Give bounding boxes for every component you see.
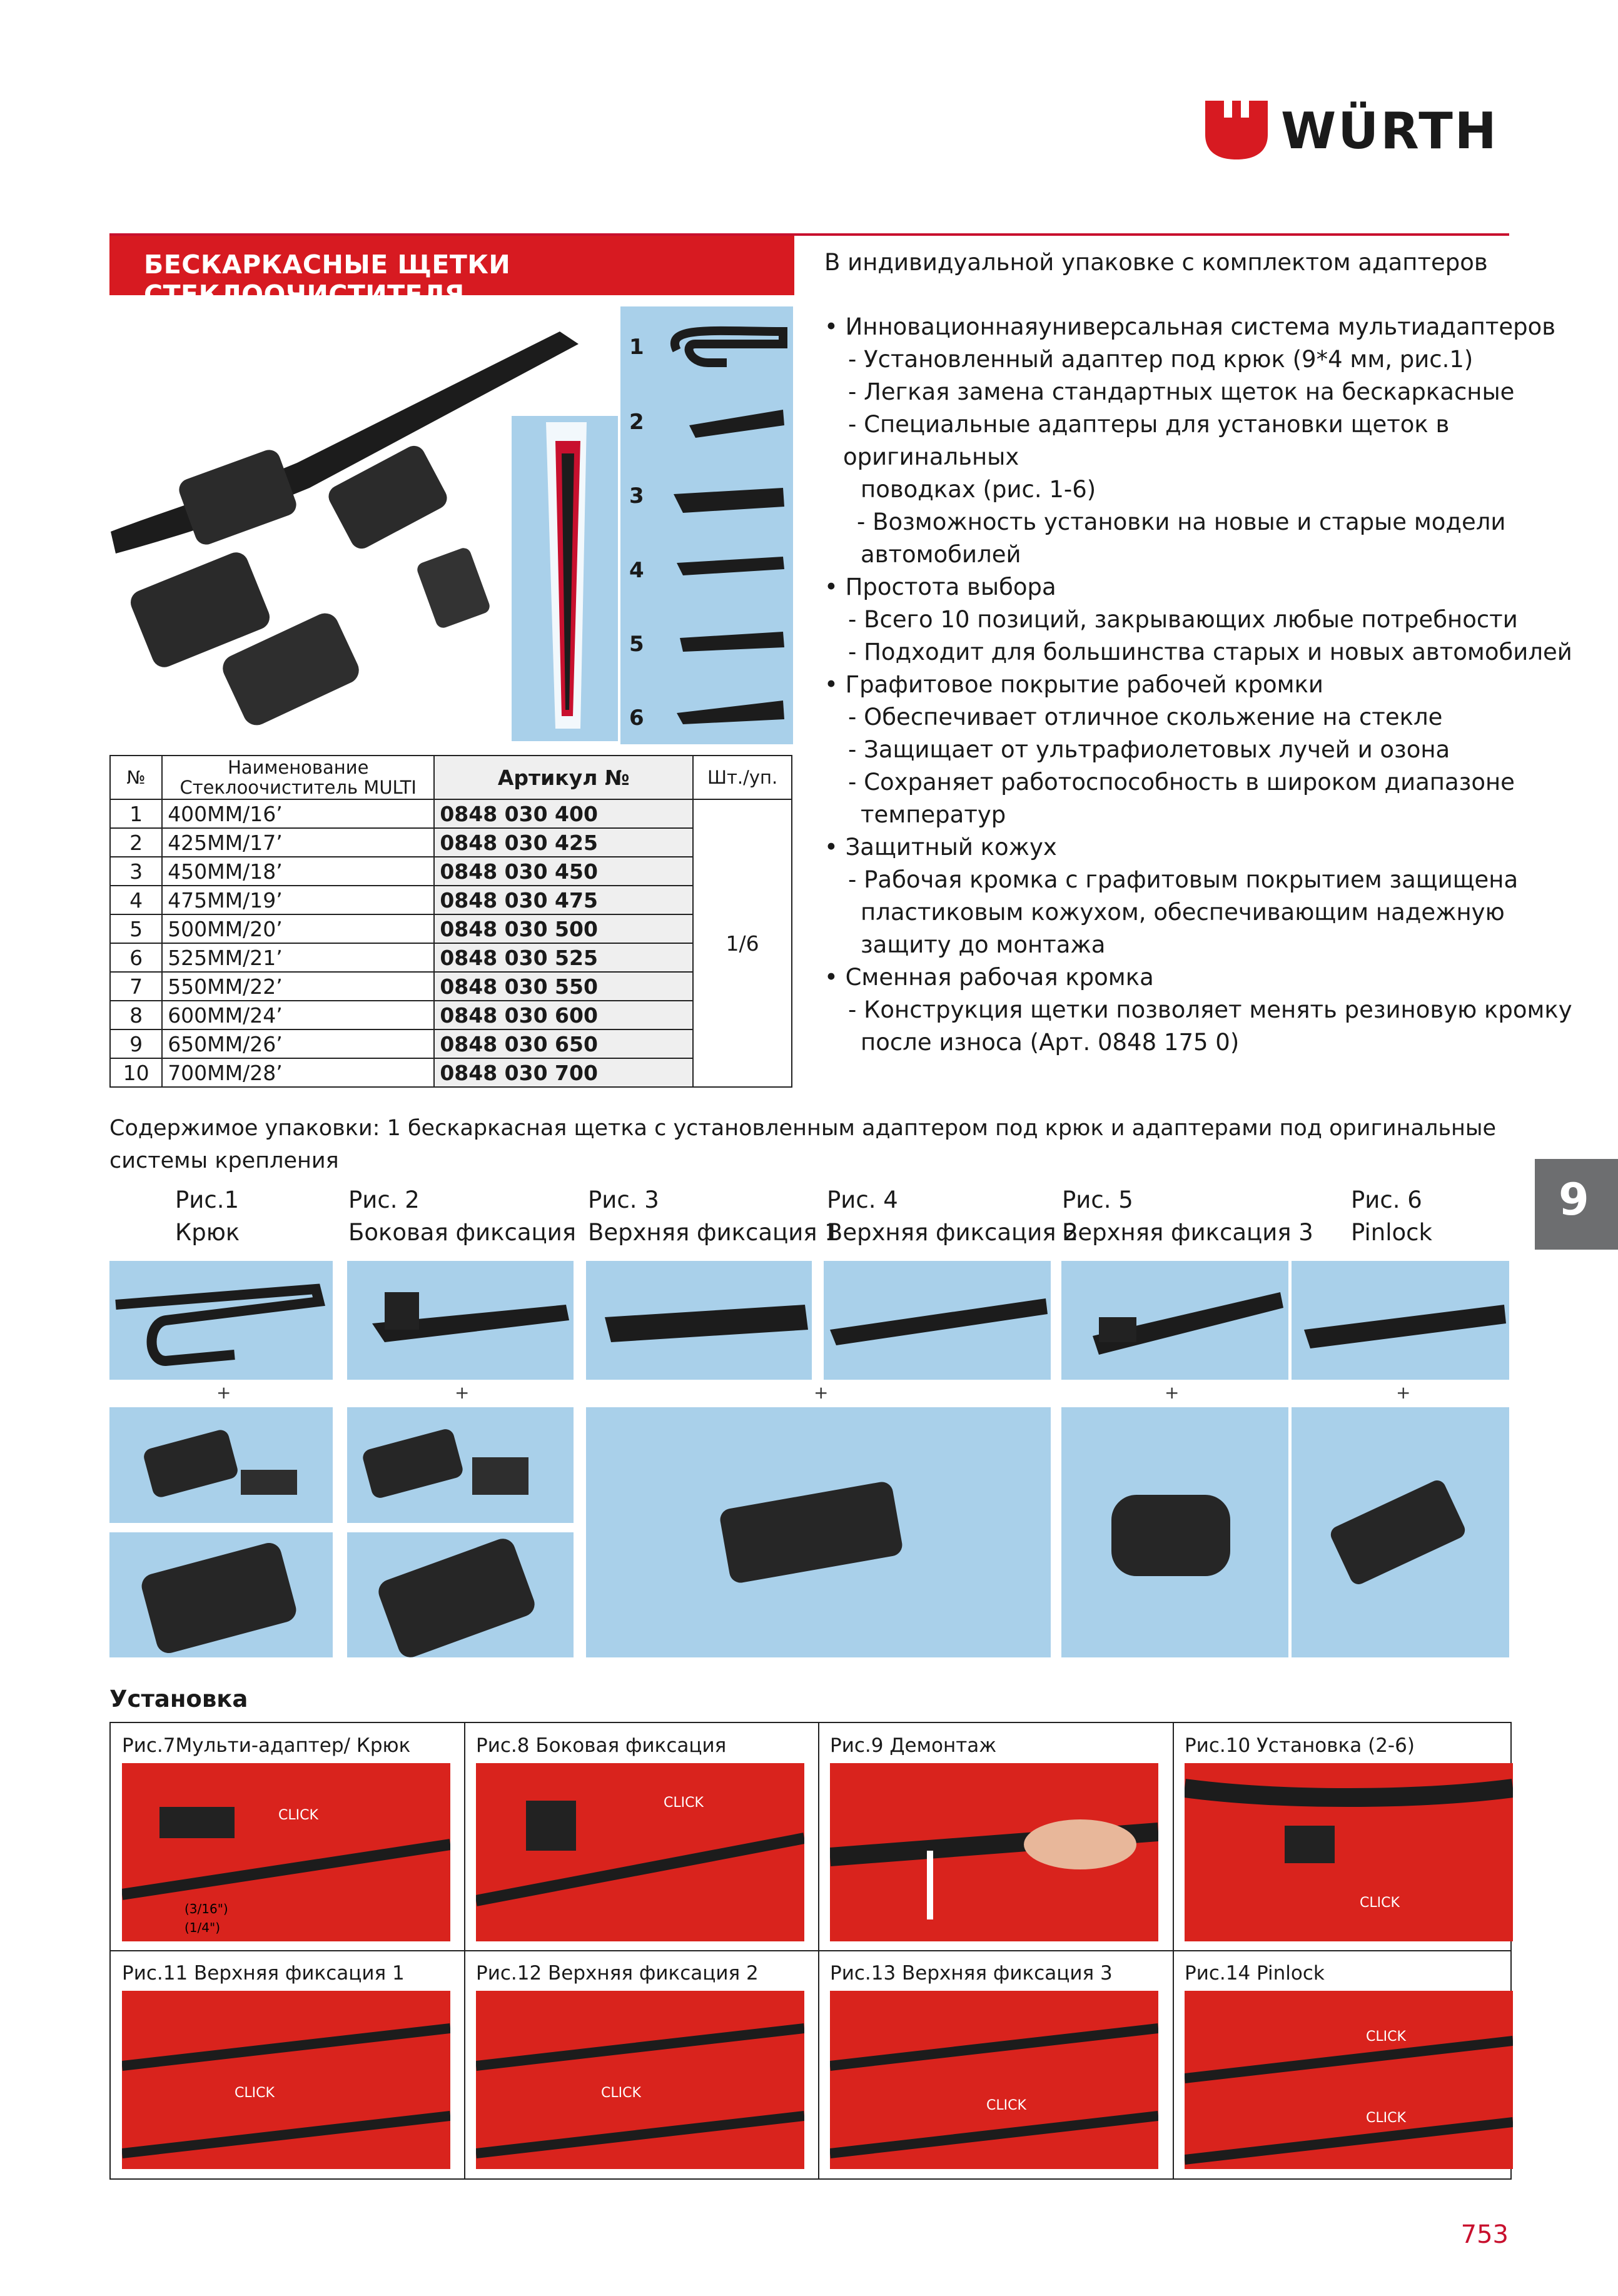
feature-item: - Конструкция щетки позволяет менять резиновую кромку <box>848 996 1572 1023</box>
cell-no: 2 <box>110 828 162 857</box>
install-cell-12 <box>465 1951 818 2178</box>
cell-no: 9 <box>110 1029 162 1058</box>
feature-item: - Рабочая кромка с графитовым покрытием защищена <box>848 866 1519 893</box>
package-contents: Содержимое упаковки: 1 бескаркасная щетка с установленным адаптером под крюк и адаптерами под оригинальные системы крепления <box>109 1116 1496 1173</box>
figure-label: Рис. 3 <box>588 1186 659 1213</box>
figure-label: Рис. 5 <box>1062 1186 1133 1213</box>
install-illustration <box>830 1991 1158 2169</box>
install-cell-11 <box>111 1951 464 2178</box>
cell-article: 0848 030 525 <box>434 943 693 972</box>
section-title-band <box>109 236 794 310</box>
cell-name: 450MM/18’ <box>162 857 434 886</box>
table-row <box>110 857 792 886</box>
fig2-adapter-photo <box>347 1407 574 1523</box>
install-cell-title: Рис.10 Установка (2-6) <box>1185 1734 1415 1757</box>
figure-name: Верхняя фиксация 1 <box>588 1219 839 1246</box>
cell-article: 0848 030 400 <box>434 799 693 828</box>
fig1-hook-photo <box>109 1261 333 1380</box>
col-header-name <box>162 756 434 799</box>
install-cell-title: Рис.8 Боковая фиксация <box>476 1734 727 1757</box>
feature-item: • Сменная рабочая кромка <box>824 964 1154 991</box>
cell-no: 1 <box>110 799 162 828</box>
fig5-adapter-photo <box>1061 1407 1288 1657</box>
cell-article: 0848 030 650 <box>434 1029 693 1058</box>
brand-name: WÜRTH <box>1281 102 1499 160</box>
figure-name: Верхняя фиксация 2 <box>827 1219 1078 1246</box>
plus-sign: + <box>1396 1382 1411 1403</box>
fig1-adapter-mounted-photo <box>109 1532 333 1657</box>
adapter-type-strip <box>620 306 793 744</box>
feature-item: • Простота выбора <box>824 574 1056 600</box>
install-grid <box>109 1722 1512 2180</box>
install-illustration <box>1185 1763 1513 1941</box>
col-header-article: Артикул № <box>434 756 693 799</box>
feature-item: - Возможность установки на новые и старые модели <box>857 508 1506 535</box>
dim-callout-2: (1/4") <box>185 1920 220 1935</box>
feature-item: - Обеспечивает отличное скольжение на стекле <box>848 704 1443 731</box>
table-row <box>110 914 792 943</box>
install-cell-title: Рис.14 Pinlock <box>1185 1962 1325 1985</box>
table-row <box>110 886 792 914</box>
install-illustration <box>476 1991 804 2169</box>
figure-name: Боковая фиксация <box>348 1219 577 1246</box>
fig1-adapter-photo <box>109 1407 333 1523</box>
fig3-top-lock-1-photo <box>586 1261 812 1380</box>
strip-label-5: 5 <box>629 632 644 657</box>
feature-item: - Подходит для большинства старых и новых автомобилей <box>848 639 1572 665</box>
cell-qty: 1/6 <box>693 799 792 1087</box>
feature-item: пластиковым кожухом, обеспечивающим надежную <box>861 899 1505 926</box>
wiper-package-photo <box>512 416 618 741</box>
page-number: 753 <box>1460 2220 1509 2249</box>
table-header-row <box>110 756 792 799</box>
cell-article: 0848 030 700 <box>434 1058 693 1087</box>
dim-callout-1: (3/16") <box>185 1901 228 1916</box>
wurth-logo-mark-icon <box>1202 96 1271 164</box>
feature-item: - Специальные адаптеры для установки щеток в <box>848 411 1450 438</box>
cell-name: 500MM/20’ <box>162 914 434 943</box>
figure-label: Рис. 2 <box>348 1186 420 1213</box>
feature-item: автомобилей <box>861 541 1021 568</box>
click-callout: CLICK <box>235 2085 275 2101</box>
col-header-name-line1: Наименование <box>228 757 369 778</box>
install-cell-7 <box>111 1723 464 1951</box>
plus-sign: + <box>1165 1382 1180 1403</box>
product-table <box>109 755 792 1088</box>
figure-name: Верхняя фиксация 3 <box>1062 1219 1313 1246</box>
click-callout: CLICK <box>601 2085 641 2101</box>
feature-item: температур <box>861 801 1006 828</box>
install-cell-title: Рис.11 Верхняя фиксация 1 <box>122 1962 405 1985</box>
fig4-top-lock-2-photo <box>824 1261 1051 1380</box>
figure-label: Рис. 6 <box>1351 1186 1422 1213</box>
feature-item: - Всего 10 позиций, закрывающих любые потребности <box>848 606 1518 633</box>
cell-article: 0848 030 475 <box>434 886 693 914</box>
install-cell-title: Рис.9 Демонтаж <box>830 1734 997 1757</box>
plus-sign: + <box>455 1382 470 1403</box>
install-illustration <box>476 1763 804 1941</box>
feature-item: • Защитный кожух <box>824 834 1057 861</box>
install-illustration <box>122 1991 450 2169</box>
install-cell-8 <box>465 1723 818 1951</box>
install-cell-13 <box>819 1951 1172 2178</box>
figure-label: Рис.1 <box>175 1186 240 1213</box>
cell-no: 10 <box>110 1058 162 1087</box>
feature-item: защиту до монтажа <box>861 931 1106 958</box>
table-row <box>110 828 792 857</box>
cell-no: 8 <box>110 1001 162 1029</box>
cell-name: 550MM/22’ <box>162 972 434 1001</box>
cell-article: 0848 030 550 <box>434 972 693 1001</box>
feature-item: • Графитовое покрытие рабочей кромки <box>824 671 1323 698</box>
fig6-adapter-photo <box>1292 1407 1509 1657</box>
section-title: БЕСКАРКАСНЫЕ ЩЕТКИ СТЕКЛООЧИСТИТЕЛЯ <box>144 250 511 310</box>
cell-article: 0848 030 425 <box>434 828 693 857</box>
install-cell-title: Рис.7Мульти-адаптер/ Крюк <box>122 1734 411 1757</box>
cell-article: 0848 030 600 <box>434 1001 693 1029</box>
feature-item: оригинальных <box>843 443 1019 470</box>
install-cell-9 <box>819 1723 1172 1951</box>
strip-label-6: 6 <box>629 705 644 731</box>
plus-sign: + <box>814 1382 829 1403</box>
cell-no: 5 <box>110 914 162 943</box>
click-callout: CLICK <box>664 1795 704 1811</box>
cell-article: 0848 030 450 <box>434 857 693 886</box>
figure-caption-6 <box>1351 1184 1432 1249</box>
table-row <box>110 1001 792 1029</box>
fig2-adapter-mounted-photo <box>347 1532 574 1657</box>
section-tab-number: 9 <box>1559 1174 1589 1225</box>
install-cell-14 <box>1173 1951 1527 2178</box>
figure-name: Pinlock <box>1351 1219 1432 1246</box>
fig2-side-lock-photo <box>347 1261 574 1380</box>
click-callout: CLICK <box>1360 1895 1400 1911</box>
plus-sign: + <box>216 1382 231 1403</box>
feature-item: - Сохраняет работоспособность в широком диапазоне <box>848 769 1515 796</box>
col-header-name-line2: Стеклоочиститель MULTI <box>179 777 417 798</box>
feature-item: - Легкая замена стандартных щеток на бескаркасные <box>848 378 1515 405</box>
fig3-4-adapter-photo <box>586 1407 1051 1657</box>
cell-name: 400MM/16’ <box>162 799 434 828</box>
figure-caption-3 <box>588 1184 839 1249</box>
cell-no: 7 <box>110 972 162 1001</box>
feature-list <box>824 311 1572 1059</box>
table-row <box>110 1029 792 1058</box>
cell-name: 525MM/21’ <box>162 943 434 972</box>
cell-article: 0848 030 500 <box>434 914 693 943</box>
figure-caption-1 <box>175 1184 240 1249</box>
cell-no: 4 <box>110 886 162 914</box>
click-callout: CLICK <box>986 2098 1026 2113</box>
install-cell-10 <box>1173 1723 1527 1951</box>
col-header-no: № <box>110 756 162 799</box>
cell-no: 6 <box>110 943 162 972</box>
strip-label-4: 4 <box>629 558 644 583</box>
install-illustration <box>1185 1991 1513 2169</box>
fig5-top-lock-3-photo <box>1061 1261 1288 1380</box>
strip-label-2: 2 <box>629 410 644 435</box>
install-illustration <box>830 1763 1158 1941</box>
click-callout: CLICK <box>278 1808 318 1823</box>
strip-label-3: 3 <box>629 483 644 508</box>
feature-item: поводках (рис. 1-6) <box>861 476 1096 503</box>
cell-no: 3 <box>110 857 162 886</box>
table-row <box>110 972 792 1001</box>
feature-item: - Защищает от ультрафиолетовых лучей и озона <box>848 736 1450 763</box>
install-illustration <box>122 1763 450 1941</box>
figure-caption-2 <box>348 1184 576 1249</box>
figure-label: Рис. 4 <box>827 1186 898 1213</box>
strip-label-1: 1 <box>629 335 644 360</box>
cell-name: 700MM/28’ <box>162 1058 434 1087</box>
cell-name: 650MM/26’ <box>162 1029 434 1058</box>
figure-name: Крюк <box>175 1219 240 1246</box>
install-title: Установка <box>109 1686 248 1712</box>
feature-item: после износа (Арт. 0848 175 0) <box>861 1029 1240 1056</box>
feature-item: • Инновационнаяуниверсальная система мультиадаптеров <box>824 313 1556 340</box>
section-tab <box>1535 1159 1618 1250</box>
wurth-logo <box>1202 96 1515 164</box>
install-cell-title: Рис.13 Верхняя фиксация 3 <box>830 1962 1113 1985</box>
fig6-pinlock-photo <box>1292 1261 1509 1380</box>
click-callout: CLICK <box>1366 2110 1406 2126</box>
install-cell-title: Рис.12 Верхняя фиксация 2 <box>476 1962 759 1985</box>
click-callout: CLICK <box>1366 2029 1406 2045</box>
col-header-qty: Шт./уп. <box>693 756 792 799</box>
cell-name: 475MM/19’ <box>162 886 434 914</box>
figure-caption-4 <box>827 1184 1078 1249</box>
table-row <box>110 943 792 972</box>
adapter-strip-photos <box>620 306 793 744</box>
table-row <box>110 1058 792 1087</box>
figure-caption-5 <box>1062 1184 1313 1249</box>
feature-item: - Установленный адаптер под крюк (9*4 мм, рис.1) <box>848 346 1474 373</box>
cell-name: 600MM/24’ <box>162 1001 434 1029</box>
section-intro: В индивидуальной упаковке с комплектом адаптеров <box>824 249 1488 276</box>
table-row <box>110 799 792 828</box>
cell-name: 425MM/17’ <box>162 828 434 857</box>
